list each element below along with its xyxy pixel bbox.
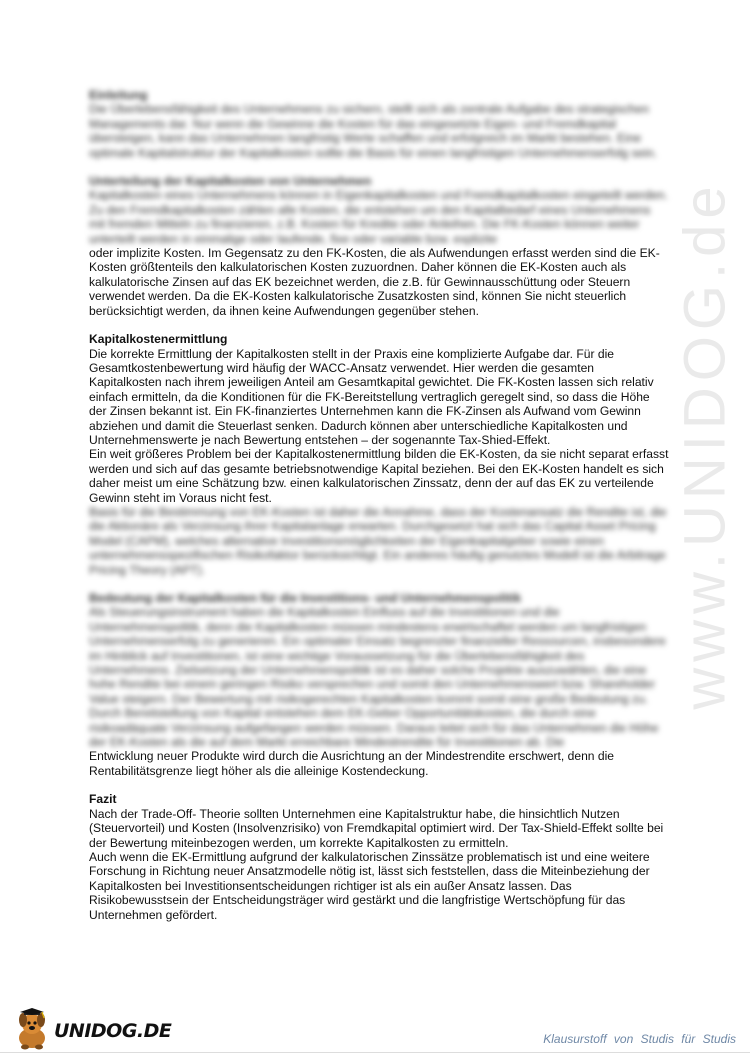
section-einleitung bbox=[89, 88, 669, 160]
footer-divider bbox=[0, 1052, 750, 1053]
section-heading: Bedeutung der Kapitalkosten für die Investitions- und Unternehmenspolitik bbox=[89, 591, 522, 605]
blurred-block bbox=[89, 591, 669, 749]
logo-text: UNIDOG.DE bbox=[54, 1020, 172, 1042]
paragraph: oder implizite Kosten. Im Gegensatz zu den FK-Kosten, die als Aufwendungen erfasst werden sind die EK-Kosten größtenteils den kalkulatorischen Kosten zuzuordnen. Daher können die EK-Kosten auch als kalkulatorische Zinsen auf das EK bezeichnet werden, die z.B. für Gewinnausschüttung oder Steuern verwendet werden. Da die EK-Kosten kalkulatorische Zusatzkosten sind, können Sie nicht steuerlich berücksichtigt werden, da ihnen keine Aufwendungen gegenüber stehen. bbox=[89, 246, 660, 318]
section-heading: Unterteilung der Kapitalkosten von Unternehmen bbox=[89, 174, 372, 189]
footer-slogan: Klausurstoff von Studis für Studis bbox=[543, 1032, 736, 1046]
paragraph: Die Überlebensfähigkeit des Unternehmens zu sichern, stellt sich als zentrale Aufgabe des strategischen Managements dar. Nur wenn die Gewinne die Kosten für das eingesetzte Eigen- und Fremdkapital übersteigen, kann das Unternehmen langfristig Werte schaffen und erfolgreich im Markt bestehen. Eine optimale Kapitalstruktur der Kapitalkosten sollte die Basis für einen langfristigen Unternehmenserfolg sein. bbox=[89, 102, 658, 160]
dog-mascot-icon bbox=[10, 1008, 54, 1052]
paragraph: Nach der Trade-Off- Theorie sollten Unternehmen eine Kapitalstruktur habe, die hinsichtlich Nutzen (Steuervorteil) und Kosten (Insolvenzrisiko) von Fremdkapital optimiert wird. Der Tax-Shield-Effekt sollte bei der Bewertung miteinbezogen werden, um korrekte Kapitalkosten zu ermitteln. bbox=[89, 806, 664, 850]
blurred-block bbox=[89, 174, 669, 246]
section-heading: Fazit bbox=[89, 792, 117, 807]
paragraph: Kapitalkosten eines Unternehmens können in Eigenkapitalkosten und Fremdkapitalkosten eingeteilt werden. Zu den Fremdkapitalkosten zählen alle Kosten, die entstehen um den Kapitalbedarf eines Unternehmens mit fremden Mitteln zu finanzieren, z.B. Kosten für Kredite oder Anleihen. Die FK-Kosten können weiter unterteilt werden in einmalige oder laufende, fixe oder variable bzw. explizite bbox=[89, 188, 668, 246]
section-bedeutung bbox=[89, 591, 669, 778]
unidog-logo[interactable] bbox=[10, 1008, 170, 1052]
document-body bbox=[89, 88, 669, 936]
section-unterteilung bbox=[89, 174, 669, 318]
paragraph: Entwicklung neuer Produkte wird durch die Ausrichtung an der Mindestrendite erschwert, denn die Rentabilitätsgrenze liegt höher als die alleinige Kostendeckung. bbox=[89, 749, 615, 778]
paragraph: Als Steuerungsinstrument haben die Kapitalkosten Einfluss auf die Investitionen und die Unternehmenspolitik, denn die Kapitalkosten müssen mindestens erwirtschaftet werden um langfristigen Unternehmenserfolg zu generieren. Ein optimaler Einsatz begrenzter finanzieller Ressourcen, insbesondere im Hinblick auf Investitionen, ist eine wichtige Voraussetzung für die Überlebensfähigkeit des Unternehmens. Zielsetzung der Unternehmenspolitik ist es daher solche Projekte auszuwählen, die eine hohe Rendite bei einem geringen Risiko versprechen und somit den Unternehmenswert bzw. Shareholder Value steigern. Der Bewertung mit risikogerechten Kapitalkosten kommt somit eine große Bedeutung zu. Durch Bereitstellung von Kapital entstehen dem EK-Geber Opportunitätskosten, die durch eine risikoadäquate Verzinsung aufgefangen werden müssen. Daraus leitet sich für das Unternehmen die Höhe der EK-Kosten als die auf dem Markt erreichbare Mindestrendite für Investitionen ab. Die bbox=[89, 605, 666, 750]
watermark: www.UNIDOG.de bbox=[672, 180, 738, 710]
paragraph: Die korrekte Ermittlung der Kapitalkosten stellt in der Praxis eine komplizierte Aufgabe dar. Für die Gesamtkostenbewertung wird häufig der WACC-Ansatz verwendet. Hier werden die gesamten Kapitalkosten nach ihrem jeweiligen Anteil am Gesamtkapital gewichtet. Die FK-Kosten lassen sich relativ einfach ermitteln, da die Konditionen für die FK-Bereitstellung vertraglich geregelt sind, so dass die Höhe der Zinsen bekannt ist. Ein FK-finanziertes Unternehmen kann die FK-Zinsen als Aufwand vom Gewinn abziehen und damit die Steuerlast senken. Dadurch können aber unterschiedliche Kapitalkosten und Unternehmenswerte je nach Bewertung entstehen – der sogenannte Tax-Shied-Effekt. bbox=[89, 346, 654, 447]
section-heading: Kapitalkostenermittlung bbox=[89, 332, 228, 347]
paragraph: Ein weit größeres Problem bei der Kapitalkostenermittlung bilden die EK-Kosten, da sie nicht separat erfasst werden und sich auf das gesamte betriebsnotwendige Kapital beziehen. Bei den EK-Kosten handelt es sich daher meist um eine Schätzung bzw. einen kalkulatorischen Zinssatz, denn der auf das EK zu verteilende Gewinn steht im Voraus nicht fest. bbox=[89, 447, 669, 505]
paragraph: Auch wenn die EK-Ermittlung aufgrund der kalkulatorischen Zinssätze problematisch ist und eine weitere Forschung in Richtung neuer Ansatzmodelle nötig ist, lässt sich feststellen, dass die Miteinbeziehung der Kapitalkosten bei Investitionsentscheidungen richtiger ist als ein außer Ansatz lassen. Das Risikobewusstsein der Entscheidungsträger wird gestärkt und die langfristige Wertschöpfung für das Unternehmen gefördert. bbox=[89, 849, 650, 922]
section-kapitalkostenermittlung bbox=[89, 332, 669, 577]
section-fazit bbox=[89, 792, 669, 922]
blurred-paragraph: Basis für die Bestimmung von EK-Kosten ist daher die Annahme, dass der Kostenansatz die Rendite ist, die die Aktionäre als Verzinsung ihrer Kapitalanlage erwarten. Durchgesetzt hat sich das Capital Asset Pricing Model (CAPM), welches alternative Investitionsmöglichkeiten der Eigenkapitalgeber sowie einen unternehmensspezifischen Risikofaktor berücksichtigt. Ein anderes häufig genutztes Modell ist die Arbitrage Pricing Theory (APT). bbox=[89, 504, 667, 577]
section-heading: Einleitung bbox=[89, 88, 148, 102]
